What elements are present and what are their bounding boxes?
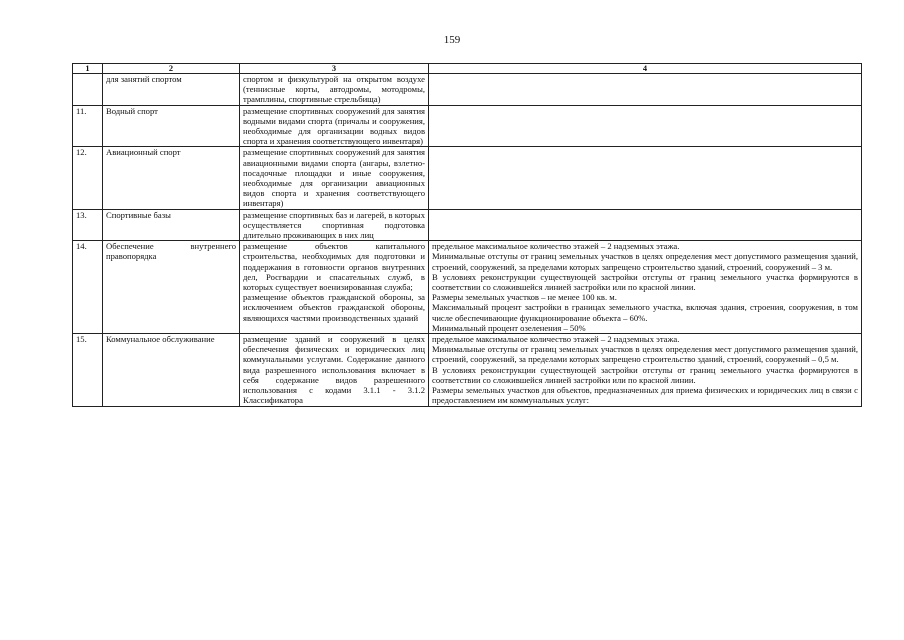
use-type-parameters	[429, 209, 862, 241]
parameter-paragraph: Размеры земельных участков для объектов, предназначенных для приема физических и юридических лиц в связи с предоставлением им коммунальных услуг:	[432, 385, 858, 406]
row-number: 13.	[73, 209, 103, 241]
description-paragraph: размещение спортивных сооружений для занятия водными видами спорта (причалы и сооружения, необходимые для организации водных видов спорта и хранения соответствующего инвентаря)	[243, 105, 425, 147]
use-type-name: для занятий спортом	[103, 74, 240, 106]
description-paragraph: размещение объектов капитального строительства, необходимых для подготовки и поддержания в готовности органов внутренних дел, Росгвардии и спасательных служб, в которых существует военизированная служба;	[243, 241, 425, 293]
use-type-description	[240, 209, 429, 241]
row-number: 11.	[73, 105, 103, 147]
use-type-description	[240, 147, 429, 209]
parameter-paragraph: Минимальные отступы от границ земельных участков в целях определения мест допустимого размещения зданий, строений, сооружений, за пределами которых запрещено строительство зданий, строений, сооружений – 3 м.	[432, 251, 858, 272]
parameter-paragraph: Максимальный процент застройки в границах земельного участка, включая здания, строения, сооружения, в том числе обеспечивающие функционирование объекта – 60%.	[432, 302, 858, 323]
parameter-paragraph: Размеры земельных участков – не менее 100 кв. м.	[432, 292, 617, 303]
parameter-paragraph: Минимальный процент озеленения – 50%	[432, 322, 586, 333]
row-number: 14.	[73, 241, 103, 334]
row-number: 15.	[73, 334, 103, 406]
description-paragraph: спортом и физкультурой на открытом воздухе (теннисные корты, автодромы, мотодромы, трамплины, спортивные стрельбища)	[243, 74, 425, 105]
table-row	[73, 334, 862, 406]
use-type-name: Спортивные базы	[103, 209, 240, 241]
use-type-description	[240, 105, 429, 147]
parameter-paragraph: В условиях реконструкции существующей застройки отступы от границ земельного участка формируются в соответствии со сложившейся линией застройки или по красной линии.	[432, 271, 858, 293]
land-use-table	[72, 63, 862, 407]
row-number	[73, 74, 103, 106]
column-header-1: 1	[73, 64, 103, 74]
use-type-description	[240, 334, 429, 406]
table-header-row	[73, 64, 862, 74]
description-paragraph: размещение спортивных баз и лагерей, в которых осуществляется спортивная подготовка длительно проживающих в них лиц	[243, 209, 425, 241]
description-paragraph: размещение зданий и сооружений в целях обеспечения физических и юридических лиц коммунальными услугами. Содержание данного вида разрешенного использования включает в себя содержание видов разрешенного использования с кодами 3.1.1 - 3.1.2 Классификатора	[243, 334, 425, 406]
column-header-4: 4	[429, 64, 862, 74]
description-paragraph: размещение спортивных сооружений для занятия авиационными видами спорта (ангары, взлетно-посадочные площадки и иные сооружения, необходимые для организации авиационных видов спорта и хранения соответствующего инвентаря)	[243, 147, 425, 209]
parameter-paragraph: Минимальные отступы от границ земельных участков в целях определения мест допустимого размещения зданий, строений, сооружений, за пределами которых запрещено строительство зданий, строений, сооружений – 0,5 м.	[432, 344, 858, 365]
description-paragraph: размещение объектов гражданской обороны, за исключением объектов гражданской обороны, являющихся частями производственных зданий	[243, 292, 425, 323]
page-number: 159	[443, 34, 461, 46]
table-row	[73, 105, 862, 147]
row-number: 12.	[73, 147, 103, 209]
use-type-name: Коммунальное обслуживание	[103, 334, 240, 406]
use-type-parameters	[429, 334, 862, 406]
table-row	[73, 209, 862, 241]
use-type-parameters	[429, 147, 862, 209]
parameter-paragraph: предельное максимальное количество этажей – 2 надземных этажа.	[432, 241, 680, 252]
use-type-description	[240, 241, 429, 334]
use-type-name: Авиационный спорт	[103, 147, 240, 209]
parameter-paragraph: предельное максимальное количество этажей – 2 надземных этажа.	[432, 334, 680, 345]
column-header-3: 3	[240, 64, 429, 74]
use-type-parameters	[429, 74, 862, 106]
column-header-2: 2	[103, 64, 240, 74]
use-type-parameters	[429, 241, 862, 334]
table-row	[73, 74, 862, 106]
use-type-description	[240, 74, 429, 106]
use-type-name: Водный спорт	[103, 105, 240, 147]
use-type-parameters	[429, 105, 862, 147]
table-row	[73, 241, 862, 334]
use-type-name: Обеспечение внутреннего правопорядка	[103, 241, 240, 334]
parameter-paragraph: В условиях реконструкции существующей застройки отступы от границ земельного участка формируются в соответствии со сложившейся линией застройки или по красной линии.	[432, 364, 858, 385]
table-row	[73, 147, 862, 209]
